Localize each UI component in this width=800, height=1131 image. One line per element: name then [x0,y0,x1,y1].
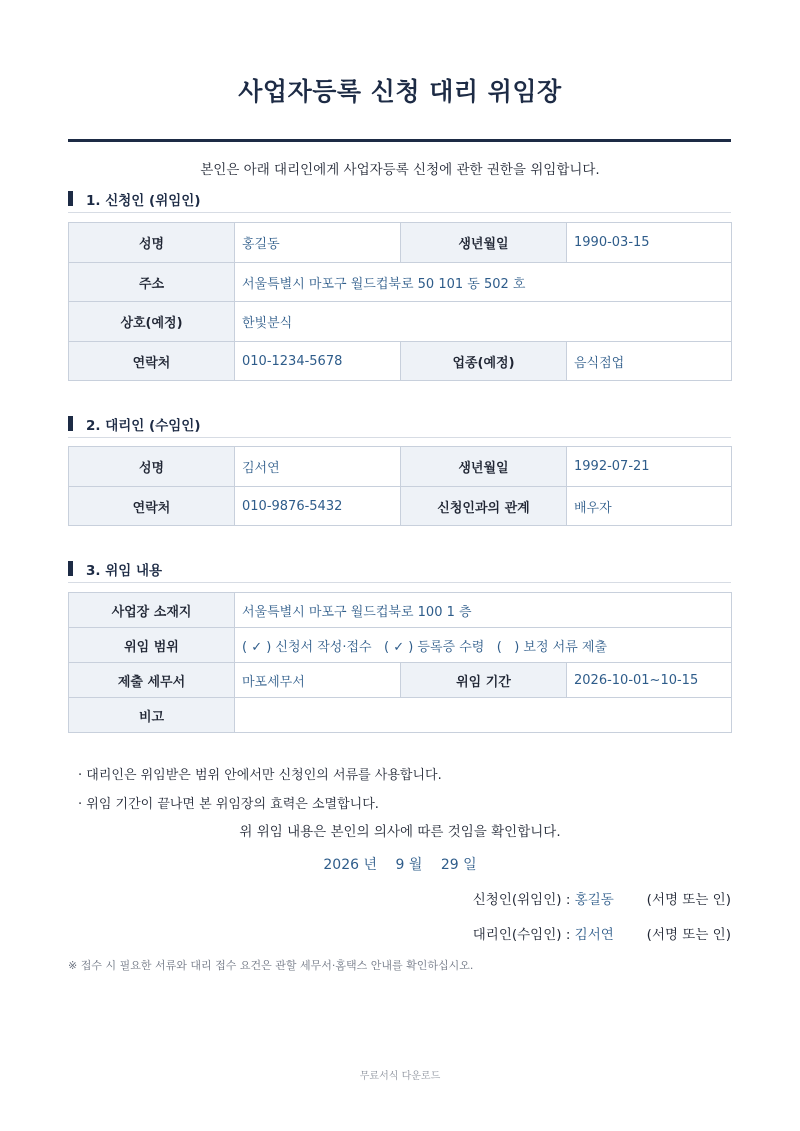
remarks-value[interactable] [235,698,732,733]
table-row [69,342,732,381]
applicant-signature-line [473,888,731,908]
applicant-phone-label: 연락처 [69,342,235,381]
section-delegation-header [68,559,731,583]
applicant-name-label: 성명 [69,223,235,263]
signature-mark[interactable]: (서명 또는 인) [646,927,731,943]
period-value[interactable]: 2026-10-01~10-15 [567,663,732,698]
signature-mark[interactable]: (서명 또는 인) [646,892,731,908]
applicant-address-value[interactable]: 서울특별시 마포구 월드컵북로 50 101 동 502 호 [235,263,732,302]
date-month[interactable]: 9 [395,857,405,873]
table-row [69,663,732,698]
applicant-phone-value[interactable]: 010-1234-5678 [235,342,401,381]
office-value[interactable]: 마포세무서 [235,663,401,698]
agent-birth-value[interactable]: 1992-07-21 [567,447,732,487]
applicant-address-label: 주소 [69,263,235,302]
section-agent-title: 2. 대리인 (수임인) [86,418,201,434]
section-marker [68,561,73,576]
period-label: 위임 기간 [401,663,567,698]
table-row [69,628,732,663]
note-item: · 위임 기간이 끝나면 본 위임장의 효력은 소멸합니다. [78,797,379,812]
table-row [69,698,732,733]
date-day[interactable]: 29 [440,857,459,873]
site-value[interactable]: 서울특별시 마포구 월드컵북로 100 1 층 [235,593,732,628]
date-day-unit: 일 [463,857,477,873]
applicant-industry-value[interactable]: 음식점업 [567,342,732,381]
agent-name-value[interactable]: 김서연 [235,447,401,487]
intro-text: 본인은 아래 대리인에게 사업자등록 신청에 관한 권한을 위임합니다. [200,162,600,178]
applicant-trade-label: 상호(예정) [69,302,235,342]
section-marker [68,191,73,206]
document-title: 사업자등록 신청 대리 위임장 [238,77,562,106]
applicant-trade-value[interactable]: 한빛분식 [235,302,732,342]
table-row [69,263,732,302]
site-label: 사업장 소재지 [69,593,235,628]
confirm-statement: 위 위임 내용은 본인의 의사에 따른 것임을 확인합니다. [239,824,561,840]
section-applicant-header [68,189,731,213]
section-applicant-title: 1. 신청인 (위임인) [86,193,201,209]
office-label: 제출 세무서 [69,663,235,698]
footnote: ※ 접수 시 필요한 서류와 대리 접수 요건은 관할 세무서·홈택스 안내를 확인하십시오. [68,959,474,972]
signature-name[interactable]: 김서연 [574,927,614,943]
agent-relation-label: 신청인과의 관계 [401,487,567,526]
table-row [69,447,732,487]
agent-signature-line [473,923,731,943]
delegation-table [68,592,732,733]
signature-name[interactable]: 홍길동 [574,892,614,908]
date-year[interactable]: 2026 [323,857,360,873]
note-item: · 대리인은 위임받은 범위 안에서만 신청인의 서류를 사용합니다. [78,768,442,783]
scope-label: 위임 범위 [69,628,235,663]
applicant-birth-label: 생년월일 [401,223,567,263]
applicant-industry-label: 업종(예정) [401,342,567,381]
applicant-birth-value[interactable]: 1990-03-15 [567,223,732,263]
agent-name-label: 성명 [69,447,235,487]
remarks-label: 비고 [69,698,235,733]
agent-phone-value[interactable]: 010-9876-5432 [235,487,401,526]
download-footer-link[interactable]: 무료서식 다운로드 [359,1071,441,1082]
table-row [69,487,732,526]
applicant-name-value[interactable]: 홍길동 [235,223,401,263]
agent-birth-label: 생년월일 [401,447,567,487]
title-divider [68,139,731,142]
scope-value[interactable]: ( ✓ ) 신청서 작성·접수 ( ✓ ) 등록증 수령 ( ) 보정 서류 제출 [235,628,732,663]
section-marker [68,416,73,431]
table-row [69,302,732,342]
date-month-unit: 월 [408,857,423,873]
agent-relation-value[interactable]: 배우자 [567,487,732,526]
table-row [69,223,732,263]
date-year-unit: 년 [363,857,377,873]
signing-date [0,854,800,874]
section-agent-header [68,414,731,438]
table-row [69,593,732,628]
agent-phone-label: 연락처 [69,487,235,526]
signature-role: 대리인(수임인) : [472,927,575,943]
section-delegation-title: 3. 위임 내용 [86,563,163,579]
applicant-table [68,222,732,381]
signature-role: 신청인(위임인) : [472,892,575,908]
agent-table [68,446,732,526]
